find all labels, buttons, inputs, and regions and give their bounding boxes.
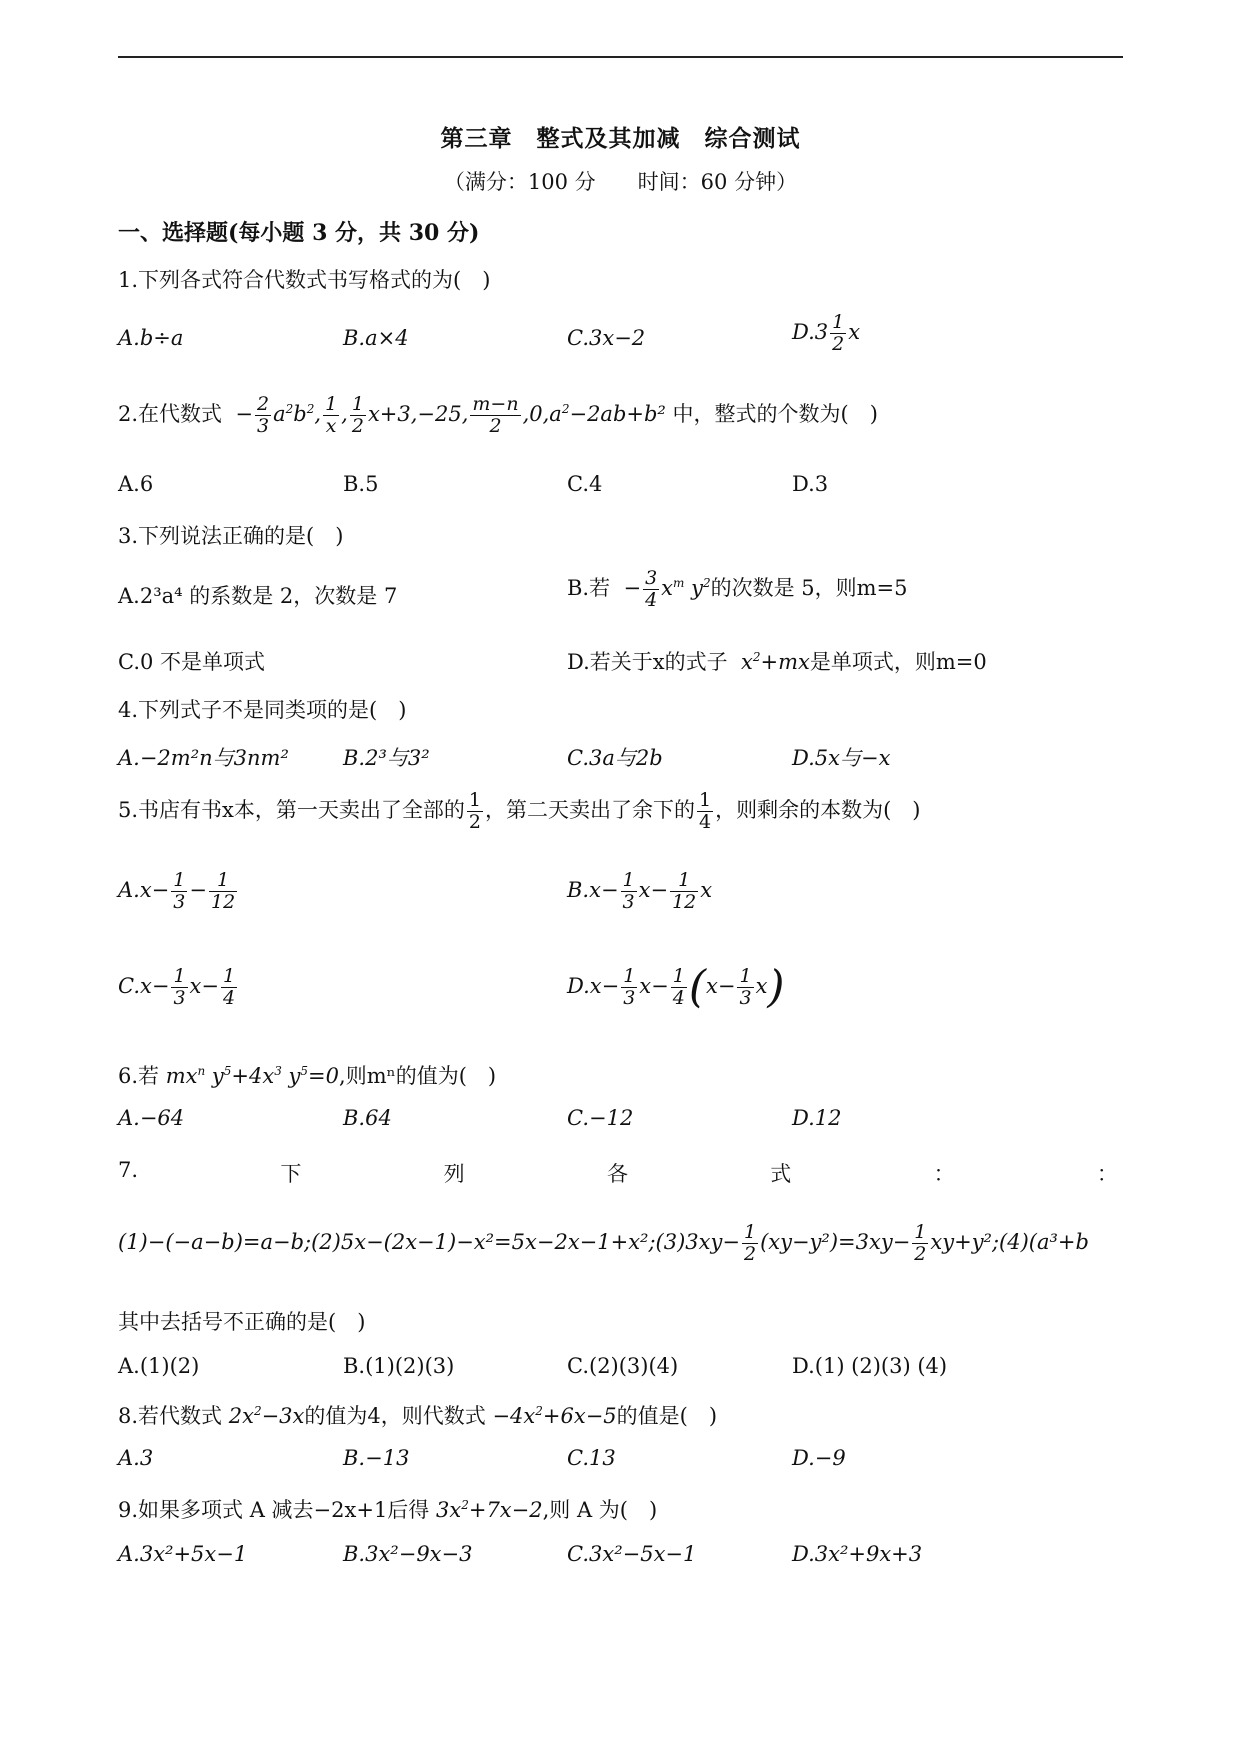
q4-option-d: D.5x与−x xyxy=(792,746,891,770)
q9-option-d: D.3x²+9x+3 xyxy=(792,1542,923,1566)
q6-option-d: D.12 xyxy=(792,1106,842,1130)
q1-option-a: A.b÷a xyxy=(118,326,184,350)
question-1-stem: 1.下列各式符合代数式书写格式的为( ) xyxy=(118,268,491,292)
q3-option-d: D.若关于x的式子 $x^2+mx$是单项式，则m=0 xyxy=(567,650,987,674)
q8-option-d: D.−9 xyxy=(792,1446,846,1470)
q5-option-a: A.x− $\frac{1}{3}$ − $\frac{1}{12}$ xyxy=(118,869,236,913)
q6-option-a: A.−64 xyxy=(118,1106,185,1130)
q7-char: 式 xyxy=(770,1162,792,1186)
q2-option-c: C.4 xyxy=(567,472,603,496)
q8-stem-pre: 8.若代数式 xyxy=(118,1404,223,1428)
q2-option-b: B.5 xyxy=(343,472,379,496)
q7-expression: (1)−(−a−b)=a−b;(2)5x−(2x−1)−x²=5x−2x−1+x²;(3)3xy− $\frac{1}{2}$ (xy−y²)=3xy− $\frac{1}{2}$ xy+y²;(4)(a³+b xyxy=(118,1221,1089,1265)
q8-stem-mid: 的值为4，则代数式 xyxy=(304,1404,486,1428)
q4-option-c: C.3a与2b xyxy=(567,746,663,770)
q7-option-a: A.(1)(2) xyxy=(118,1354,200,1378)
q1-option-c: C.3x−2 xyxy=(567,326,646,350)
q6-option-b: B.64 xyxy=(343,1106,392,1130)
q9-option-c: C.3x²−5x−1 xyxy=(567,1542,697,1566)
q7-char: 各 xyxy=(606,1162,628,1186)
q4-option-a: A.−2m²n与3nm² xyxy=(118,746,289,770)
question-5-stem: 5.书店有书x本，第一天卖出了全部的 $\frac{1}{2}$ ，第二天卖出了余下的 $\frac{1}{4}$ ，则剩余的本数为( ) xyxy=(118,789,921,833)
q5-stem-mid: ，第二天卖出了余下的 xyxy=(484,797,695,822)
q3-b-prefix: B.若 xyxy=(567,575,611,600)
q2-prefix: 2.在代数式 xyxy=(118,401,223,426)
q7-char: 列 xyxy=(443,1162,465,1186)
q5-option-d: D.x− $\frac{1}{3}$ x− $\frac{1}{4}$ (x− $\frac{1}{3}$ x) xyxy=(567,961,785,1013)
q5-option-b: B.x− $\frac{1}{3}$ x− $\frac{1}{12}$ x xyxy=(567,869,713,913)
top-rule xyxy=(118,56,1123,58)
q5-stem-pre: 5.书店有书x本，第一天卖出了全部的 xyxy=(118,797,465,822)
q1-option-b: B.a×4 xyxy=(343,326,409,350)
q8-option-c: C.13 xyxy=(567,1446,616,1470)
q2-expression: − $\frac{2}{3}$ $a^2b^2$, $\frac{1}{x}$ , $\frac{1}{2}$ x+3,−25, $\frac{m-n}{2}$ $,0,a^2-2ab+b^2$ xyxy=(228,393,666,437)
q5-stem-post: ，则剩余的本数为( ) xyxy=(715,797,921,822)
question-3-stem: 3.下列说法正确的是( ) xyxy=(118,524,344,548)
question-7-stem xyxy=(118,1158,1118,1188)
q8-option-a: A.3 xyxy=(118,1446,154,1470)
q3-d-suffix: 是单项式，则m=0 xyxy=(809,650,987,674)
question-4-stem: 4.下列式子不是同类项的是( ) xyxy=(118,698,407,722)
q9-option-b: B.3x²−9x−3 xyxy=(343,1542,473,1566)
q2-option-d: D.3 xyxy=(792,472,829,496)
q8-stem-post: 的值是( ) xyxy=(616,1404,718,1428)
q7-tail: 其中去括号不正确的是( ) xyxy=(118,1310,366,1334)
q3-option-c: C.0 不是单项式 xyxy=(118,650,266,674)
q7-expr-part3: xy+y²;(4)(a³+b xyxy=(930,1229,1089,1254)
q2-suffix: 中，整式的个数为( ) xyxy=(672,401,878,426)
q5-option-c: C.x− $\frac{1}{3}$ x− $\frac{1}{4}$ xyxy=(118,965,236,1009)
question-9-stem: 9.如果多项式 A 减去−2x+1后得 $3x^2+7x-2$,则 A 为( ) xyxy=(118,1498,658,1522)
q6-stem-post: ,则mⁿ的值为( ) xyxy=(339,1064,497,1088)
q2-option-a: A.6 xyxy=(118,472,154,496)
section-heading: 一、选择题(每小题 3 分，共 30 分) xyxy=(118,220,480,246)
q7-option-c: C.(2)(3)(4) xyxy=(567,1354,679,1378)
q3-d-prefix: D.若关于x的式子 xyxy=(567,650,728,674)
page-subtitle: （满分：100 分 时间：60 分钟） xyxy=(443,170,798,194)
q7-char: 7. xyxy=(118,1158,139,1182)
q7-char: ： xyxy=(933,1162,955,1186)
q9-stem-post: ,则 A 为( ) xyxy=(542,1498,658,1522)
question-6-stem: 6.若 $mx^n$ $y^5+4x^3$ $y^5=0$,则mⁿ的值为( ) xyxy=(118,1064,497,1088)
q3-b-suffix: 的次数是 5，则m=5 xyxy=(710,575,908,600)
q7-expr-part2: (xy−y²)=3xy− xyxy=(760,1229,911,1254)
q9-option-a: A.3x²+5x−1 xyxy=(118,1542,248,1566)
q3-option-a: A.2³a⁴ 的系数是 2，次数是 7 xyxy=(118,584,398,608)
q9-stem-pre: 9.如果多项式 A 减去−2x+1后得 xyxy=(118,1498,430,1522)
q7-expr-part1: (1)−(−a−b)=a−b;(2)5x−(2x−1)−x²=5x−2x−1+x²;(3)3xy− xyxy=(118,1229,740,1254)
q7-option-b: B.(1)(2)(3) xyxy=(343,1354,455,1378)
question-8-stem: 8.若代数式 $2x^2-3x$的值为4，则代数式 $-4x^2+6x-5$的值是( ) xyxy=(118,1404,718,1428)
page-title: 第三章 整式及其加减 综合测试 xyxy=(440,125,801,152)
q3-option-b: B.若 − $\frac{3}{4}$ $x^m$ $y^2$的次数是 5，则m=5 xyxy=(567,567,908,611)
q6-stem-pre: 6.若 xyxy=(118,1064,160,1088)
q4-option-b: B.2³与3² xyxy=(343,746,430,770)
question-2-stem xyxy=(118,394,878,437)
q7-char: 下 xyxy=(280,1162,302,1186)
q6-option-c: C.−12 xyxy=(567,1106,634,1130)
q7-option-d: D.(1) (2)(3) (4) xyxy=(792,1354,948,1378)
q7-char: ： xyxy=(1096,1162,1118,1186)
q8-option-b: B.−13 xyxy=(343,1446,410,1470)
q1-option-d: D.3 $\frac{1}{2}$ x xyxy=(792,311,861,355)
